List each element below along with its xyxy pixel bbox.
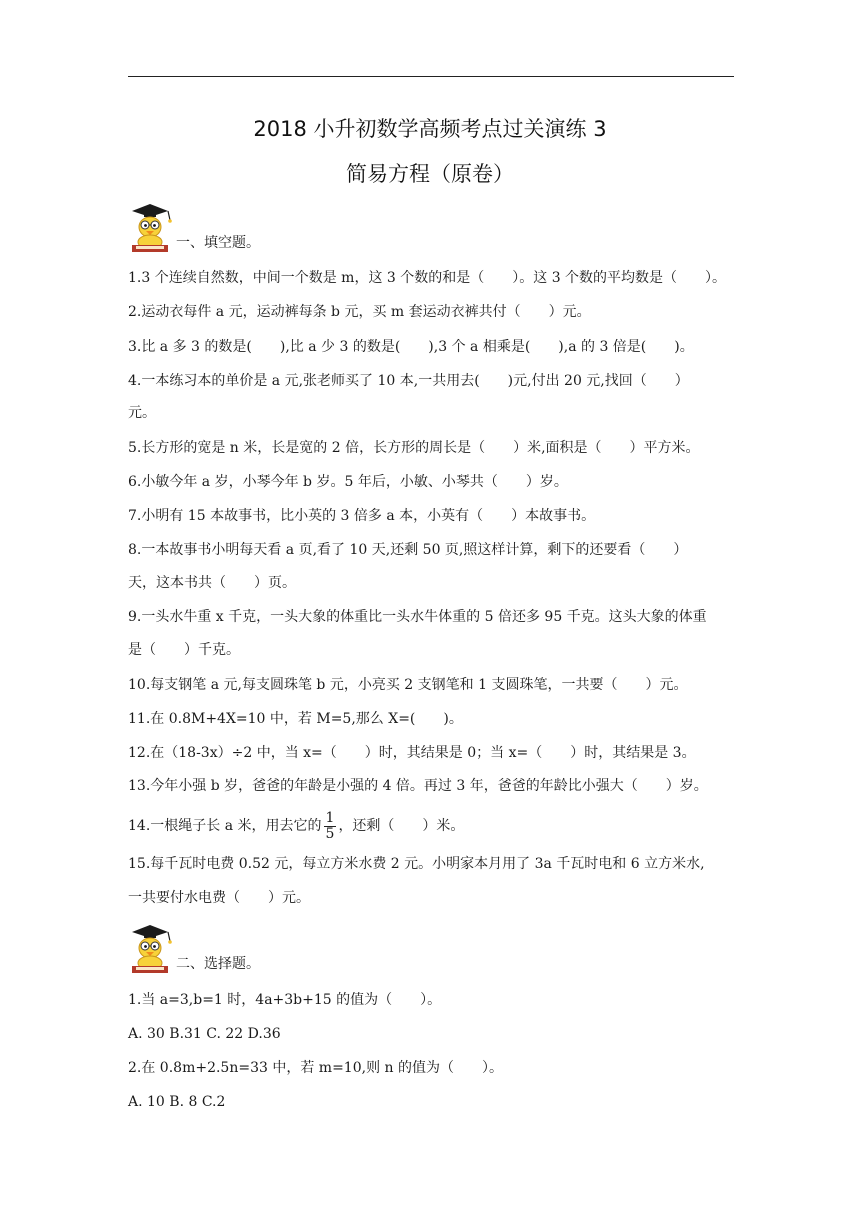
question-line: 2.在 0.8m+2.5n=33 中，若 m=10,则 n 的值为（ ）。 (128, 1060, 503, 1076)
question-line: 天，这本书共（ ）页。 (128, 575, 296, 591)
question-line: 8.一本故事书小明每天看 a 页,看了 10 天,还剩 50 页,照这样计算，剩下的还要看（ ） (128, 542, 688, 558)
question-line: 10.每支钢笔 a 元,每支圆珠笔 b 元，小亮买 2 支钢笔和 1 支圆珠笔，一共要（ ）元。 (128, 677, 688, 693)
question-line: 一共要付水电费（ ）元。 (128, 890, 310, 906)
question-line-fraction (128, 806, 464, 846)
question-line: 11.在 0.8M+4X=10 中，若 M=5,那么 X=( )。 (128, 711, 463, 727)
scholar-duck-icon (128, 924, 174, 974)
question-line: 元。 (128, 405, 156, 421)
answer-options: A. 30 B.31 C. 22 D.36 (128, 1026, 281, 1042)
fraction-numerator: 1 (325, 809, 335, 826)
question-text: 14.一根绳子长 a 米，用去它的 (128, 818, 322, 834)
question-line: 5.长方形的宽是 n 米，长是宽的 2 倍，长方形的周长是（ ）米,面积是（ ）平方米。 (128, 440, 700, 456)
question-line: 15.每千瓦时电费 0.52 元，每立方米水费 2 元。小明家本月用了 3a 千瓦时电和 6 立方米水, (128, 856, 705, 872)
fraction (324, 811, 337, 842)
section-title: 二、选择题。 (176, 956, 260, 972)
question-line: 9.一头水牛重 x 千克，一头大象的体重比一头水牛体重的 5 倍还多 95 千克。这头大象的体重 (128, 609, 707, 625)
scholar-duck-icon (128, 203, 174, 253)
question-line: 13.今年小强 b 岁，爸爸的年龄是小强的 4 倍。再过 3 年，爸爸的年龄比小强大（ ）岁。 (128, 778, 708, 794)
question-line: 1.3 个连续自然数，中间一个数是 m，这 3 个数的和是（ ）。这 3 个数的平均数是（ ）。 (128, 270, 727, 286)
page-subtitle: 简易方程（原卷） (346, 162, 514, 186)
question-line: 6.小敏今年 a 岁，小琴今年 b 岁。5 年后，小敏、小琴共（ ）岁。 (128, 474, 568, 490)
page-title: 2018 小升初数学高频考点过关演练 3 (253, 117, 607, 141)
question-line: 7.小明有 15 本故事书，比小英的 3 倍多 a 本，小英有（ ）本故事书。 (128, 508, 596, 524)
question-line: 1.当 a=3,b=1 时，4a+3b+15 的值为（ ）。 (128, 992, 442, 1008)
answer-options: A. 10 B. 8 C.2 (128, 1094, 226, 1110)
question-text: ，还剩（ ）米。 (338, 818, 465, 834)
header-rule (128, 76, 734, 77)
section-title: 一、填空题。 (176, 235, 260, 251)
question-line: 12.在（18-3x）÷2 中，当 x=（ ）时，其结果是 0；当 x=（ ）时，其结果是 3。 (128, 745, 696, 761)
question-line: 是（ ）千克。 (128, 642, 240, 658)
question-line: 4.一本练习本的单价是 a 元,张老师买了 10 本,一共用去( )元,付出 20 元,找回（ ） (128, 373, 689, 389)
question-line: 2.运动衣每件 a 元，运动裤每条 b 元，买 m 套运动衣裤共付（ ）元。 (128, 304, 591, 320)
fraction-denominator: 5 (325, 825, 335, 842)
question-line: 3.比 a 多 3 的数是( ),比 a 少 3 的数是( ),3 个 a 相乘是( ),a 的 3 倍是( )。 (128, 339, 694, 355)
